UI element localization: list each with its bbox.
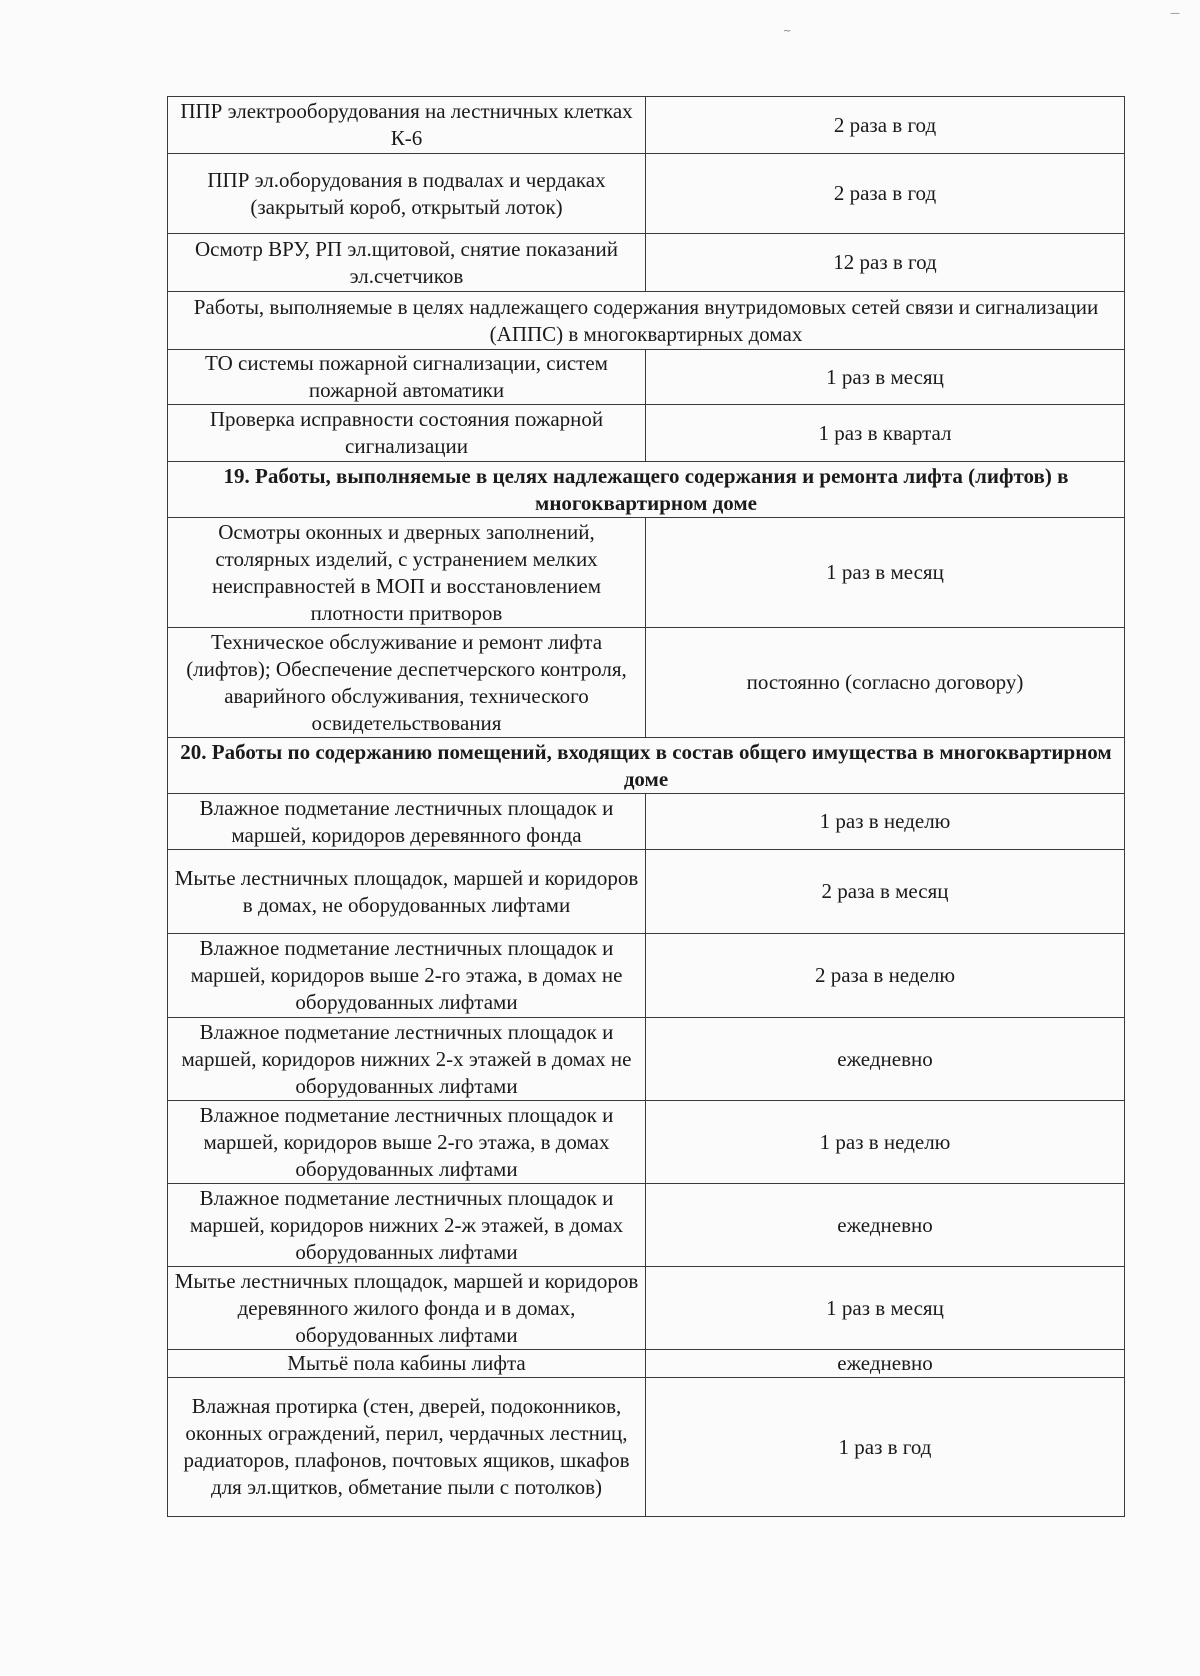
work-cell: ТО системы пожарной сигнализации, систем пожарной автоматики xyxy=(168,350,646,405)
work-cell: Проверка исправности состояния пожарной сигнализации xyxy=(168,405,646,462)
frequency-cell: 12 раз в год xyxy=(646,234,1125,292)
table-row xyxy=(168,97,1125,154)
frequency-cell: 2 раза в месяц xyxy=(646,850,1125,934)
work-cell: Мытье лестничных площадок, маршей и коридоров в домах, не оборудованных лифтами xyxy=(168,850,646,934)
work-cell: Мытьё пола кабины лифта xyxy=(168,1350,646,1378)
work-cell: Влажное подметание лестничных площадок и маршей, коридоров выше 2-го этажа, в домах не оборудованных лифтами xyxy=(168,934,646,1018)
frequency-cell: 1 раз в год xyxy=(646,1378,1125,1517)
scan-speck: ~ xyxy=(783,26,792,37)
frequency-cell: 1 раз в квартал xyxy=(646,405,1125,462)
work-cell: Осмотр ВРУ, РП эл.щитовой, снятие показаний эл.счетчиков xyxy=(168,234,646,292)
work-cell: Мытье лестничных площадок, маршей и коридоров деревянного жилого фонда и в домах, оборудованных лифтами xyxy=(168,1267,646,1350)
frequency-cell: ежедневно xyxy=(646,1184,1125,1267)
section-row xyxy=(168,462,1125,518)
frequency-cell: 1 раз в неделю xyxy=(646,1101,1125,1184)
section-heading: Работы, выполняемые в целях надлежащего содержания внутридомовых сетей связи и сигнализации (АППС) в многоквартирных домах xyxy=(168,292,1125,350)
table-row xyxy=(168,405,1125,462)
frequency-cell: ежедневно xyxy=(646,1018,1125,1101)
section-heading-19: 19. Работы, выполняемые в целях надлежащего содержания и ремонта лифта (лифтов) в многоквартирном доме xyxy=(168,462,1125,518)
table-row xyxy=(168,154,1125,234)
section-row xyxy=(168,738,1125,794)
table-row xyxy=(168,628,1125,738)
frequency-cell: 1 раз в неделю xyxy=(646,794,1125,850)
scan-edge-mark: — xyxy=(1170,8,1180,19)
section-row xyxy=(168,292,1125,350)
work-cell: ППР эл.оборудования в подвалах и чердаках (закрытый короб, открытый лоток) xyxy=(168,154,646,234)
work-cell: Влажная протирка (стен, дверей, подоконников, оконных ограждений, перил, чердачных лестниц, радиаторов, плафонов, почтовых ящиков, шкафов для эл.щитков, обметание пыли с потолков) xyxy=(168,1378,646,1517)
frequency-cell: 2 раза в неделю xyxy=(646,934,1125,1018)
table-row xyxy=(168,934,1125,1018)
works-schedule-table xyxy=(167,96,1125,1517)
frequency-cell: 2 раза в год xyxy=(646,97,1125,154)
work-cell: Влажное подметание лестничных площадок и маршей, коридоров нижних 2-ж этажей, в домах оборудованных лифтами xyxy=(168,1184,646,1267)
table-row xyxy=(168,1350,1125,1378)
table-row xyxy=(168,794,1125,850)
table-row xyxy=(168,1378,1125,1517)
frequency-cell: 1 раз в месяц xyxy=(646,350,1125,405)
work-cell: Влажное подметание лестничных площадок и маршей, коридоров нижних 2-х этажей в домах не оборудованных лифтами xyxy=(168,1018,646,1101)
frequency-cell: 2 раза в год xyxy=(646,154,1125,234)
work-cell: Влажное подметание лестничных площадок и маршей, коридоров деревянного фонда xyxy=(168,794,646,850)
table-row xyxy=(168,518,1125,628)
work-cell: Техническое обслуживание и ремонт лифта (лифтов); Обеспечение деспетчерского контроля, аварийного обслуживания, технического освидетельствования xyxy=(168,628,646,738)
table-row xyxy=(168,850,1125,934)
work-cell: Осмотры оконных и дверных заполнений, столярных изделий, с устранением мелких неисправностей в МОП и восстановлением плотности притворов xyxy=(168,518,646,628)
frequency-cell: постоянно (согласно договору) xyxy=(646,628,1125,738)
frequency-cell: ежедневно xyxy=(646,1350,1125,1378)
frequency-cell: 1 раз в месяц xyxy=(646,518,1125,628)
table-row xyxy=(168,1184,1125,1267)
work-cell: Влажное подметание лестничных площадок и маршей, коридоров выше 2-го этажа, в домах оборудованных лифтами xyxy=(168,1101,646,1184)
table-row xyxy=(168,1267,1125,1350)
frequency-cell: 1 раз в месяц xyxy=(646,1267,1125,1350)
table-row xyxy=(168,1101,1125,1184)
table-row xyxy=(168,1018,1125,1101)
work-cell: ППР электрооборудования на лестничных клетках К-6 xyxy=(168,97,646,154)
table-row xyxy=(168,234,1125,292)
section-heading-20: 20. Работы по содержанию помещений, входящих в состав общего имущества в многоквартирном доме xyxy=(168,738,1125,794)
table-row xyxy=(168,350,1125,405)
